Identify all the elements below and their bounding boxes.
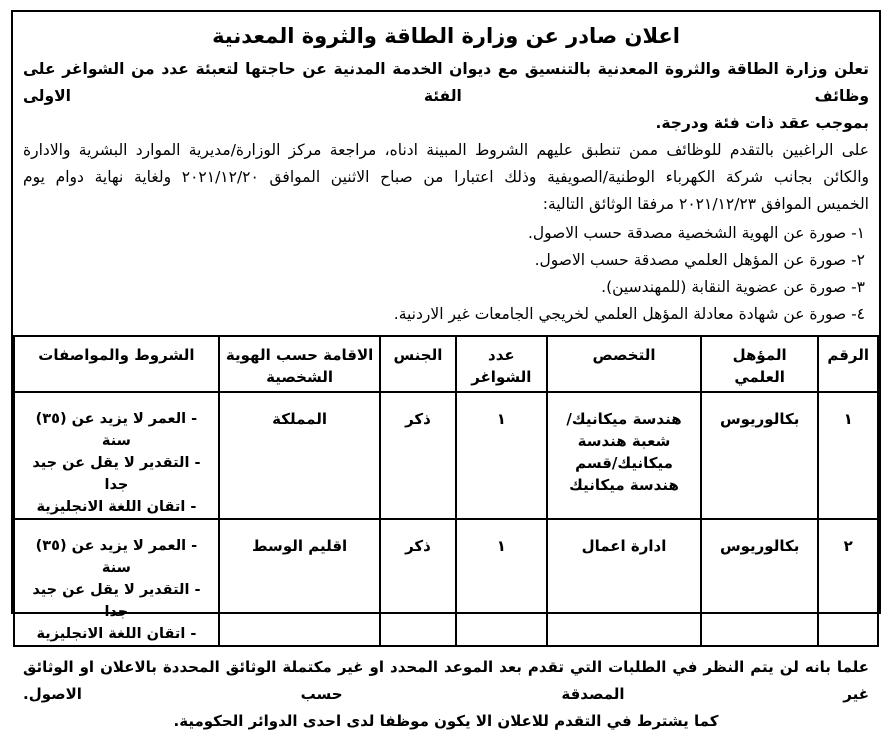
row-number-cell: ٢ bbox=[818, 519, 878, 646]
vacancies-count-cell: ١ bbox=[456, 519, 548, 646]
column-header-qualification: المؤهل العلمي bbox=[701, 336, 819, 392]
instructions-line-1: على الراغبين بالتقدم للوظائف ممن تنطبق عليهم الشروط المبينة ادناه، مراجعة مركز الوزارة/مديرية الموارد البشرية والادارة bbox=[23, 141, 869, 159]
required-document-item: ٤- صورة عن شهادة معادلة المؤهل العلمي لخريجي الجامعات غير الاردنية. bbox=[393, 305, 865, 323]
required-document-item: ١- صورة عن الهوية الشخصية مصدقة حسب الاصول. bbox=[527, 224, 865, 242]
condition-line: - التقدير لا يقل عن جيد جدا bbox=[32, 582, 201, 620]
condition-line: - التقدير لا يقل عن جيد جدا bbox=[32, 455, 201, 493]
column-header-vacancies: عدد الشواغر bbox=[456, 336, 548, 392]
column-header-number: الرقم bbox=[818, 336, 878, 392]
condition-line: - اتقان اللغة الانجليزية bbox=[36, 499, 197, 515]
gender-cell: ذكر bbox=[380, 519, 455, 646]
required-documents-list bbox=[23, 220, 865, 328]
required-document-item: ٢- صورة عن المؤهل العلمي مصدقة حسب الاصول. bbox=[534, 251, 865, 269]
table-header-row bbox=[14, 336, 878, 392]
gender-cell: ذكر bbox=[380, 392, 455, 519]
footer-note-line-2: كما يشترط في التقدم للاعلان الا يكون موظفا لدى احدى الدوائر الحكومية. bbox=[173, 712, 719, 730]
condition-line: - العمر لا يزيد عن (٣٥) سنة bbox=[35, 538, 198, 576]
intro-line-1: تعلن وزارة الطاقة والثروة المعدنية بالتنسيق مع ديوان الخدمة المدنية عن حاجتها لتعبئة عدد من الشواغر على وظائف الفئة الاولى bbox=[23, 60, 869, 105]
vacancies-count-cell: ١ bbox=[456, 392, 548, 519]
column-header-specialization: التخصص bbox=[547, 336, 701, 392]
vacancies-table bbox=[13, 335, 879, 647]
residence-cell: المملكة bbox=[219, 392, 381, 519]
required-document-item: ٣- صورة عن عضوية النقابة (للمهندسين). bbox=[601, 278, 865, 296]
table-row bbox=[14, 519, 878, 646]
residence-cell: اقليم الوسط bbox=[219, 519, 381, 646]
intro-line-2: بموجب عقد ذات فئة ودرجة. bbox=[655, 114, 869, 132]
qualification-cell: بكالوريوس bbox=[701, 392, 819, 519]
document-title: اعلان صادر عن وزارة الطاقة والثروة المعدنية bbox=[212, 24, 680, 48]
footer-note-line-1: علما بانه لن يتم النظر في الطلبات التي تقدم بعد الموعد المحدد او غير مكتملة الوثائق المحددة بالاعلان او الوثائق غير المصدقة حسب الاصول. bbox=[23, 658, 869, 703]
instructions-line-3: الخميس الموافق ٢٠٢١/١٢/٢٣ مرفقا الوثائق التالية: bbox=[542, 195, 869, 213]
conditions-cell bbox=[14, 519, 219, 646]
instructions-paragraph bbox=[23, 137, 869, 218]
row-number-cell: ١ bbox=[818, 392, 878, 519]
specialization-cell: هندسة ميكانيك/شعبة هندسة ميكانيك/قسم هندسة ميكانيك bbox=[547, 392, 701, 519]
announcement-document bbox=[11, 10, 881, 730]
condition-line: - العمر لا يزيد عن (٣٥) سنة bbox=[35, 411, 198, 449]
intro-paragraph bbox=[23, 56, 869, 137]
condition-line: - اتقان اللغة الانجليزية bbox=[36, 626, 197, 642]
instructions-line-2: والكائن بجانب شركة الكهرباء الوطنية/الصويفية وذلك اعتبارا من صباح الاثنين الموافق ٢٠٢١/١٢/٢٠ ولغاية نهاية دوام يوم bbox=[23, 168, 869, 186]
column-header-residence: الاقامة حسب الهوية الشخصية bbox=[219, 336, 381, 392]
table-row bbox=[14, 392, 878, 519]
column-header-conditions: الشروط والمواصفات bbox=[14, 336, 219, 392]
specialization-cell: ادارة اعمال bbox=[547, 519, 701, 646]
footer-note bbox=[23, 654, 869, 735]
qualification-cell: بكالوريوس bbox=[701, 519, 819, 646]
conditions-cell bbox=[14, 392, 219, 519]
column-header-gender: الجنس bbox=[380, 336, 455, 392]
